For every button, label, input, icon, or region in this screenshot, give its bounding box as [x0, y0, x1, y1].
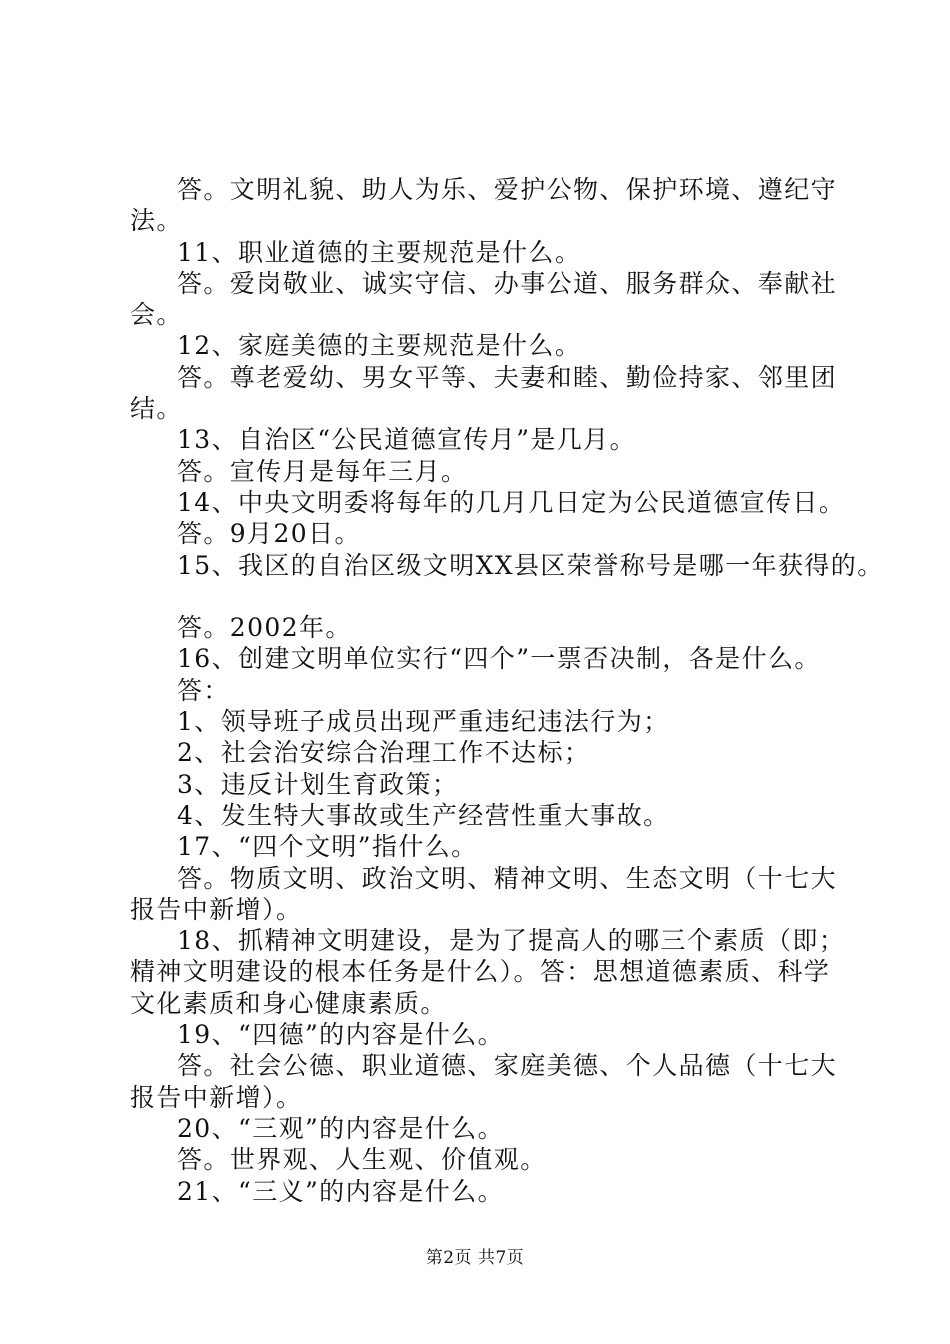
page-number-label: 第2页 共7页 [425, 1248, 525, 1268]
question-line: 13、自治区“公民道德宣传月”是几月。 [177, 425, 636, 455]
text-line: 报告中新增）。 [130, 1082, 303, 1112]
page-footer [0, 1243, 950, 1268]
list-item: 4、发生特大事故或生产经营性重大事故。 [177, 800, 670, 830]
answer-line: 答。宣传月是每年三月。 [177, 456, 468, 486]
question-line: 21、“三义”的内容是什么。 [177, 1176, 504, 1206]
answer-line: 答。9月20日。 [177, 519, 361, 549]
answer-line: 答。2002年。 [177, 613, 352, 643]
answer-line: 答。物质文明、政治文明、精神文明、生态文明（十七大 [177, 863, 838, 893]
question-line: 19、“四德”的内容是什么。 [177, 1020, 504, 1050]
answer-line: 答。爱岗敬业、诚实守信、办事公道、服务群众、奉献社 [177, 268, 838, 298]
text-line: 答。文明礼貌、助人为乐、爱护公物、保护环境、遵纪守 [177, 175, 838, 204]
question-line: 12、家庭美德的主要规范是什么。 [177, 331, 582, 361]
answer-line: 答。尊老爱幼、男女平等、夫妻和睦、勤俭持家、邻里团 [177, 362, 838, 392]
text-line: 法。 [130, 206, 183, 236]
text-line: 文化素质和身心健康素质。 [130, 988, 447, 1018]
question-line: 16、创建文明单位实行“四个”一票否决制，各是什么。 [177, 644, 821, 674]
question-line: 11、职业道德的主要规范是什么。 [177, 237, 582, 267]
text-line: 精神文明建设的根本任务是什么）。答：思想道德素质、科学 [130, 957, 831, 987]
list-item: 2、社会治安综合治理工作不达标； [177, 738, 591, 768]
answer-line: 答： [177, 675, 230, 705]
question-line: 14、中央文明委将每年的几月几日定为公民道德宣传日。 [177, 487, 846, 517]
list-item: 1、领导班子成员出现严重违纪违法行为； [177, 707, 670, 737]
question-line: 18、抓精神文明建设，是为了提高人的哪三个素质（即； [177, 926, 846, 956]
question-line: 15、我区的自治区级文明XX县区荣誉称号是哪一年获得的。 [177, 550, 884, 580]
text-line: 报告中新增）。 [130, 894, 303, 924]
text-line: 会。 [130, 300, 183, 330]
answer-line: 答。世界观、人生观、价值观。 [177, 1145, 547, 1175]
question-line: 17、“四个文明”指什么。 [177, 832, 478, 862]
list-item: 3、违反计划生育政策； [177, 769, 459, 799]
question-line: 20、“三观”的内容是什么。 [177, 1113, 504, 1143]
document-body [130, 174, 884, 1207]
blank-line [130, 581, 850, 612]
text-line: 结。 [130, 394, 183, 424]
answer-line: 答。社会公德、职业道德、家庭美德、个人品德（十七大 [177, 1051, 838, 1081]
